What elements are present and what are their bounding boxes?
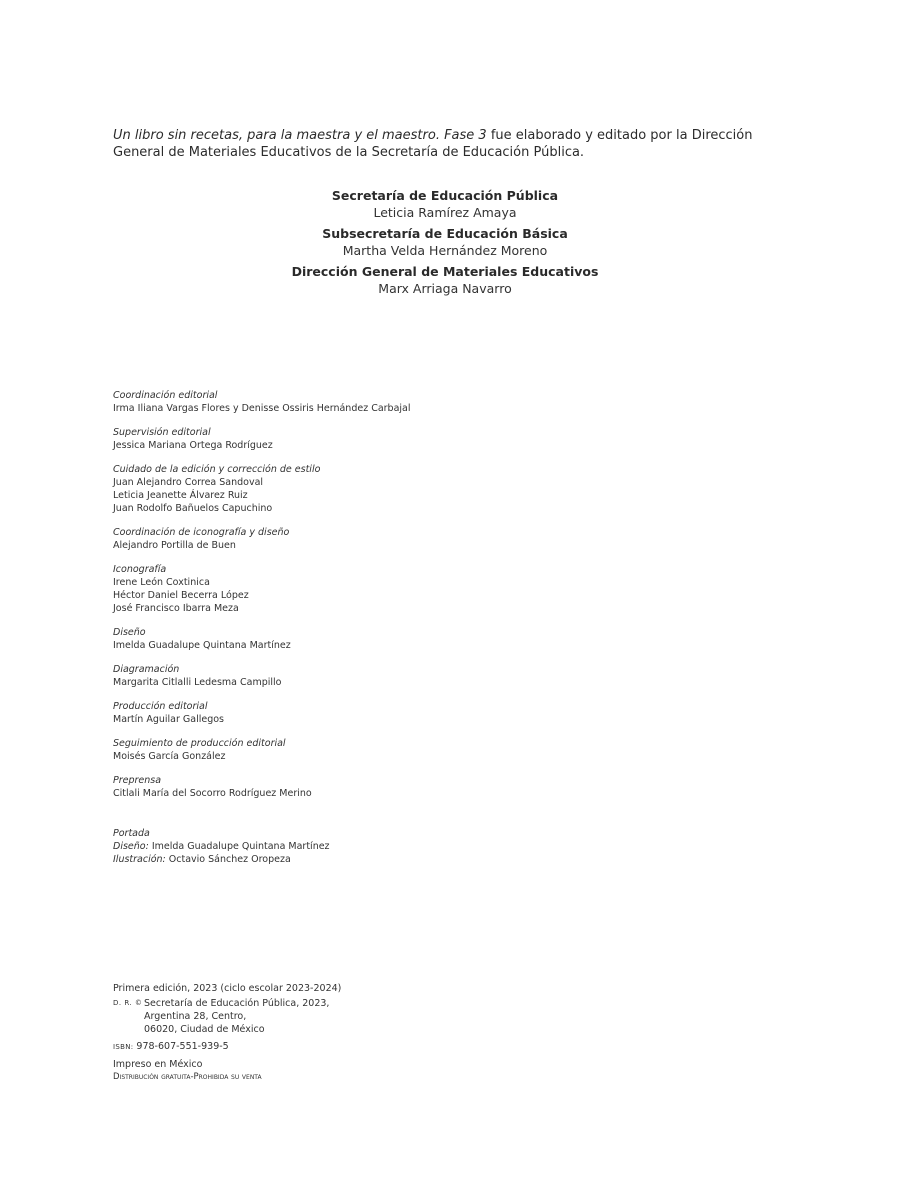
authority-block [0, 225, 890, 259]
credit-name: Jessica Mariana Ortega Rodríguez [113, 440, 273, 451]
credit-name: Martín Aguilar Gallegos [113, 714, 225, 725]
credit-role: Coordinación editorial [113, 390, 218, 401]
copyright-line: Secretaría de Educación Pública, 2023, [144, 998, 330, 1009]
credit-entry [113, 626, 533, 652]
credit-name: Margarita Citlalli Ledesma Campillo [113, 677, 282, 688]
credit-role: Producción editorial [113, 701, 208, 712]
credits-section [113, 389, 533, 811]
credit-name: Alejandro Portilla de Buen [113, 540, 236, 551]
credit-name: Juan Alejandro Correa Sandoval [113, 477, 264, 488]
authorities-section [0, 187, 890, 301]
authority-name: Martha Velda Hernández Moreno [342, 243, 548, 258]
credit-role: Cuidado de la edición y corrección de estilo [113, 464, 321, 475]
credit-entry [113, 563, 533, 615]
authority-name: Leticia Ramírez Amaya [373, 205, 517, 220]
intro-paragraph [113, 127, 793, 161]
credit-entry [113, 700, 533, 726]
isbn [113, 1040, 533, 1054]
credit-name: Leticia Jeanette Álvarez Ruiz [113, 490, 248, 501]
credit-name: Citlali María del Socorro Rodríguez Merino [113, 788, 312, 799]
credit-entry [113, 389, 533, 415]
cover-credits [113, 827, 533, 866]
credit-role: Diseño [113, 627, 146, 638]
authority-org: Secretaría de Educación Pública [331, 188, 559, 203]
authority-block [0, 263, 890, 297]
credit-role: Coordinación de iconografía y diseño [113, 527, 290, 538]
credit-name: Juan Rodolfo Bañuelos Capuchino [113, 503, 273, 514]
credit-name: Moisés García González [113, 751, 226, 762]
credit-role: Preprensa [113, 775, 162, 786]
credit-entry [113, 737, 533, 763]
authority-org: Subsecretaría de Educación Básica [322, 226, 568, 241]
copyright-address [144, 997, 329, 1036]
credit-role: Diagramación [113, 664, 180, 675]
credit-entry [113, 663, 533, 689]
credit-role: Seguimiento de producción editorial [113, 738, 286, 749]
copyright-block [113, 997, 533, 1036]
isbn-label: ISBN: [113, 1043, 134, 1051]
isbn-number: 978-607-551-939-5 [133, 1041, 229, 1052]
edition-info [113, 982, 533, 1083]
printed-in: Impreso en México [113, 1059, 203, 1070]
copyright-line: 06020, Ciudad de México [144, 1024, 265, 1035]
cover-illustration-line [113, 853, 533, 866]
cover-illustration-name: Octavio Sánchez Oropeza [165, 854, 291, 865]
cover-title: Portada [113, 828, 150, 839]
credit-entry [113, 463, 533, 515]
first-edition: Primera edición, 2023 (ciclo escolar 2023-2024) [113, 983, 342, 994]
cover-design-line [113, 840, 533, 853]
credit-role: Iconografía [113, 564, 167, 575]
authority-name: Marx Arriaga Navarro [378, 281, 512, 296]
credit-entry [113, 774, 533, 800]
copyright-line: Argentina 28, Centro, [144, 1011, 247, 1022]
credit-name: Irene León Coxtinica [113, 577, 210, 588]
book-title: Un libro sin recetas, para la maestra y el maestro. Fase 3 [113, 128, 487, 143]
distribution-notice: Distribución gratuita-Prohibida su venta [113, 1072, 262, 1082]
copyright-prefix: D. R. © [113, 999, 143, 1007]
credit-role: Supervisión editorial [113, 427, 211, 438]
intro-text: fue elaborado y editado por la Dirección General de Materiales Educativos de la Secretaría de Educación Pública. [113, 128, 753, 160]
credit-name: Héctor Daniel Becerra López [113, 590, 249, 601]
credit-name: Irma Iliana Vargas Flores y Denisse Ossiris Hernández Carbajal [113, 403, 411, 414]
credit-entry [113, 526, 533, 552]
credit-name: José Francisco Ibarra Meza [113, 603, 239, 614]
credit-entry [113, 426, 533, 452]
cover-design-label: Diseño: [113, 841, 149, 852]
cover-illustration-label: Ilustración: [113, 854, 166, 865]
authority-org: Dirección General de Materiales Educativos [291, 264, 599, 279]
authority-block [0, 187, 890, 221]
cover-design-name: Imelda Guadalupe Quintana Martínez [148, 841, 330, 852]
credit-name: Imelda Guadalupe Quintana Martínez [113, 640, 291, 651]
